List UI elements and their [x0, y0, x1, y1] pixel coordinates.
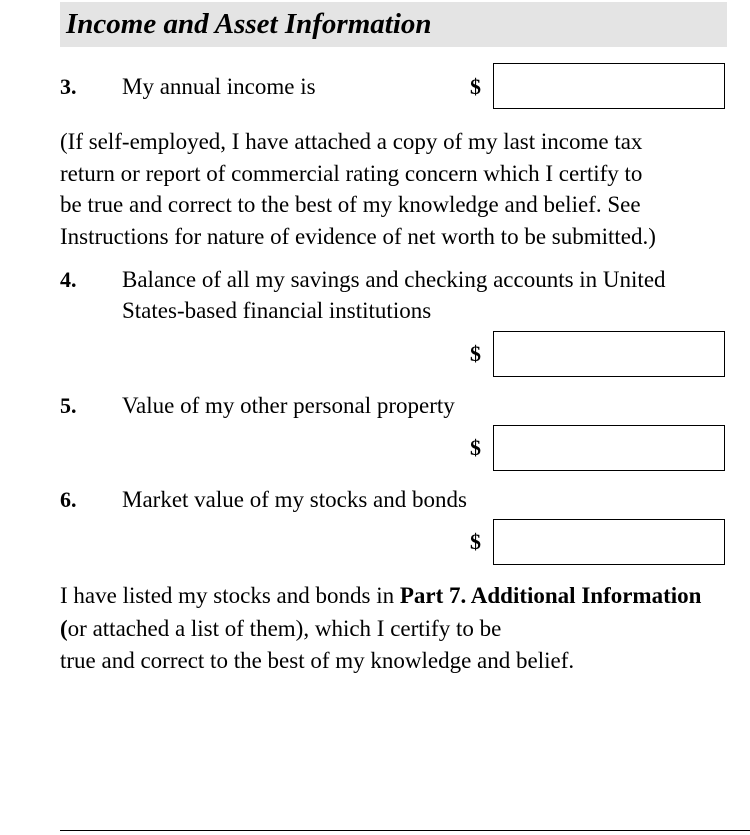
item-5-currency: $ [470, 435, 481, 460]
item-5-number: 5. [60, 393, 77, 418]
annual-income-field[interactable] [493, 63, 725, 109]
item-5-label: Value of my other personal property [122, 393, 455, 418]
item-4-number: 4. [60, 267, 77, 292]
item-6-label: Market value of my stocks and bonds [122, 487, 467, 512]
item-6-currency: $ [470, 529, 481, 554]
item-4-label: Balance of all my savings and checking accounts in United States-based financial institutions [122, 267, 666, 323]
note-line: be true and correct to the best of my knowledge and belief. See [60, 192, 641, 217]
section-title: Income and Asset Information [66, 8, 432, 40]
stocks-note [60, 580, 728, 678]
item-3-label: My annual income is [122, 74, 316, 99]
note-line: return or report of commercial rating concern which I certify to [60, 160, 643, 186]
stocks-note-text: or attached a list of them), which I certify to be [67, 615, 502, 641]
item-3-currency: $ [470, 74, 481, 99]
self-employed-note [60, 126, 728, 252]
note-line: (If self-employed, I have attached a copy of my last income tax [60, 129, 643, 154]
stocks-note-text: true and correct to the best of my knowledge and belief. [60, 648, 575, 673]
part-7-reference: Part 7. Additional Information ( [60, 583, 702, 641]
note-line: Instructions for nature of evidence of net worth to be submitted.) [60, 223, 656, 249]
stocks-bonds-field[interactable] [493, 519, 725, 565]
item-6-number: 6. [60, 487, 77, 512]
item-3-number: 3. [60, 74, 77, 99]
bottom-divider [60, 830, 750, 831]
section-header [60, 2, 727, 47]
item-4-currency: $ [470, 341, 481, 366]
stocks-note-text: I have listed my stocks and bonds in [60, 583, 400, 608]
account-balance-field[interactable] [493, 331, 725, 377]
personal-property-field[interactable] [493, 425, 725, 471]
